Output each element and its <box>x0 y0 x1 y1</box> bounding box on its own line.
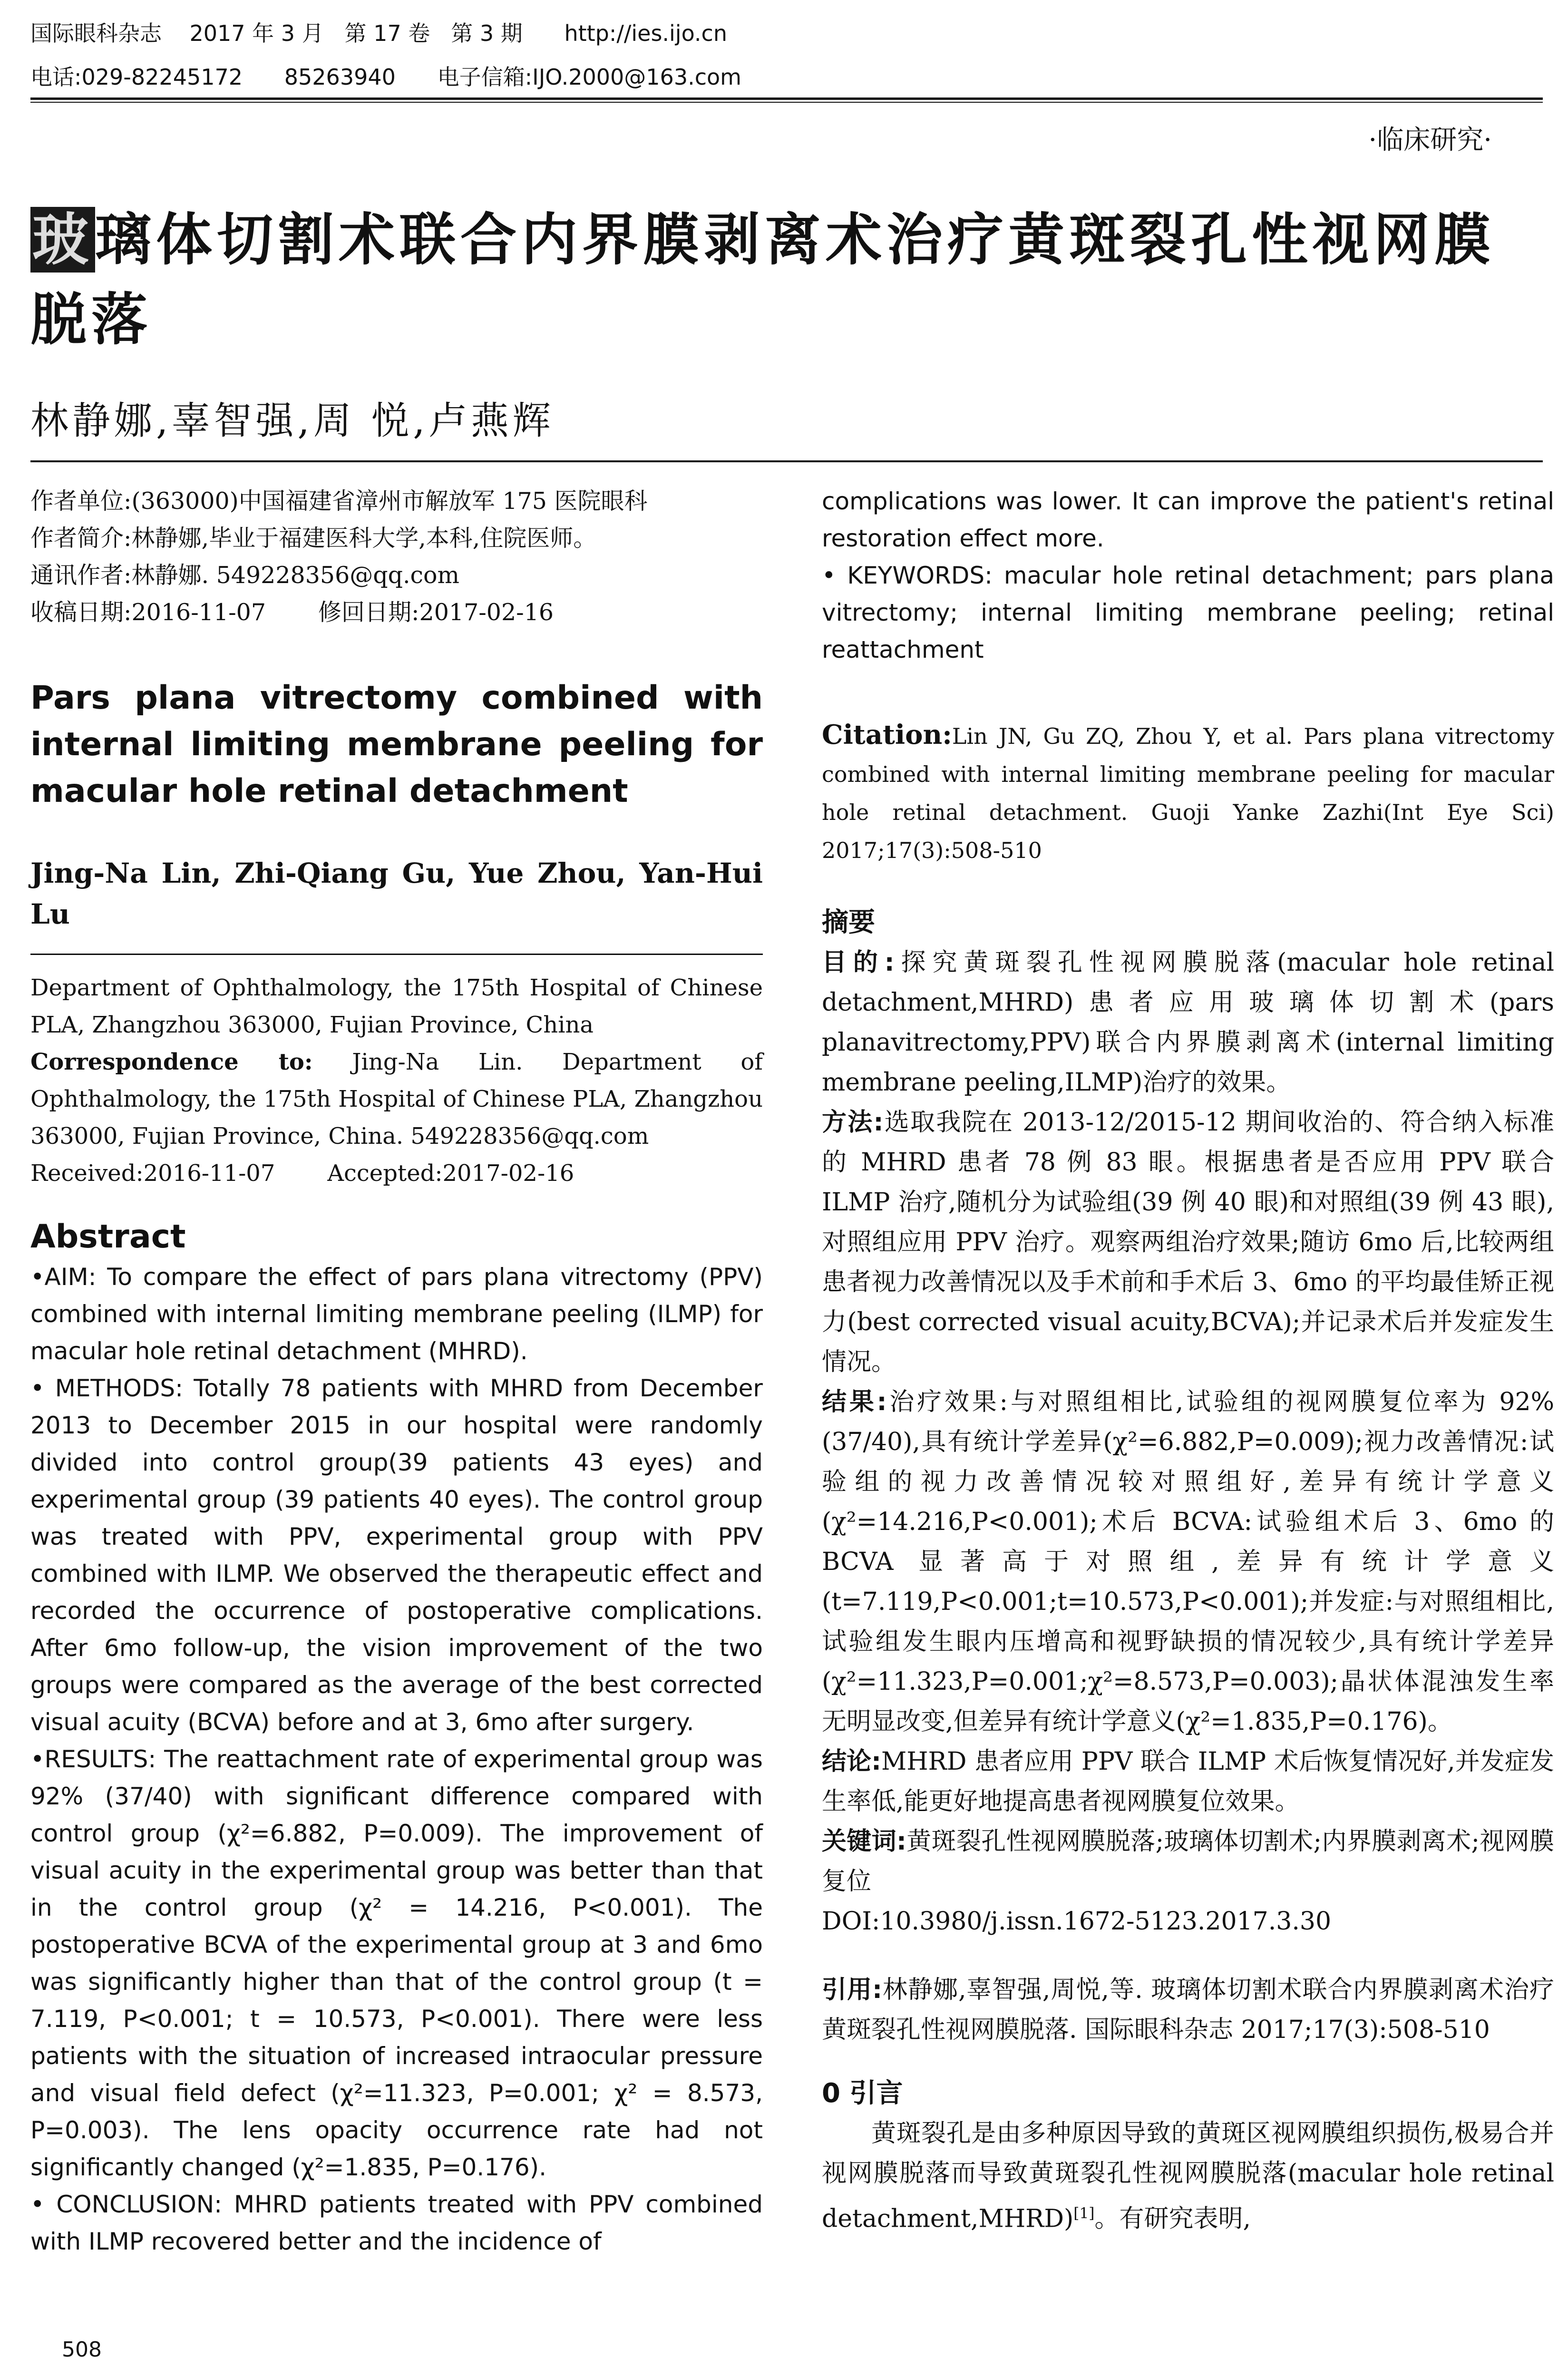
abstract-conclusion: • CONCLUSION: MHRD patients treated with PPV combined with ILMP recovered better and the incidence of <box>30 2191 763 2255</box>
en-accepted: Accepted:2017-02-16 <box>327 1160 575 1187</box>
english-title-line-3: macular hole retinal detachment <box>30 772 628 810</box>
cn-keywords-label: 关键词: <box>822 1827 906 1856</box>
cn-citation-text: 林静娜,辜智强,周悦,等. 玻璃体切割术联合内界膜剥离术治疗黄斑裂孔性视网膜脱落. 国际眼科杂志 2017;17(3):508-510 <box>822 1976 1555 2044</box>
cn-results <box>822 1382 1554 1742</box>
author-unit: 作者单位:(363000)中国福建省漳州市解放军 175 医院眼科 <box>30 487 648 515</box>
author-bio: 作者简介:林静娜,毕业于福建医科大学,本科,住院医师。 <box>30 525 597 552</box>
en-dates <box>30 1155 763 1192</box>
correspondence-text: Jing-Na Lin. Department of Ophthalmology, the 175th Hospital of Chinese PLA, Zhangzhou 363000, Fujian Province, China. 549228356@qq.com <box>30 1049 763 1150</box>
cn-methods-text: 选取我院在 2013-12/2015-12 期间收治的、符合纳入标准的 MHRD 患者 78 例 83 眼。根据患者是否应用 PPV 联合 ILMP 治疗,随机分为试验组(39 例 40 眼)和对照组(39 例 43 眼),对照组应用 PPV 治疗。观察两组治疗效果;随访 6mo 后,比较两组患者视力改善情况以及手术前和手术后 3、6mo 的平均最佳矫正视力(best corrected visual acuity,BCVA);并记录术后并发症发生情况。 <box>822 1108 1555 1376</box>
cn-citation-label: 引用: <box>822 1976 882 2004</box>
cn-methods <box>822 1102 1554 1382</box>
citation <box>822 716 1554 869</box>
left-column <box>30 483 763 2260</box>
intro-paragraph <box>822 2114 1554 2239</box>
intro-text: 黄斑裂孔是由多种原因导致的黄斑区视网膜组织损伤,极易合并视网膜脱落而导致黄斑裂孔性视网膜脱落(macular hole retinal detachment,MHRD) <box>822 2119 1554 2233</box>
header-rule <box>30 97 1543 100</box>
english-title-line-1: Pars plana vitrectomy combined with <box>30 679 763 717</box>
abstract-keywords: • KEYWORDS: macular hole retinal detachment; pars plana vitrectomy; internal limiting membrane peeling; retinal reattachment <box>822 562 1554 663</box>
affiliation: Department of Ophthalmology, the 175th Hospital of Chinese PLA, Zhangzhou 363000, Fujian Province, China <box>30 974 763 1038</box>
cn-keywords <box>822 1822 1554 1901</box>
journal-header-line1: 国际眼科杂志 2017 年 3 月 第 17 卷 第 3 期 http://ies.ijo.cn <box>30 20 727 46</box>
corresponding-author: 通讯作者:林静娜. 549228356@qq.com <box>30 562 459 589</box>
article-title <box>30 200 1543 360</box>
title-first-char: 玻 <box>30 207 95 273</box>
cn-results-text: 治疗效果:与对照组相比,试验组的视网膜复位率为 92%(37/40),具有统计学差异(χ²=6.882,P=0.009);视力改善情况:试验组的视力改善情况较对照组好,差异有统计学意义(χ²=14.216,P<0.001);术后 BCVA:试验组术后 3、6mo 的 BCVA 显著高于对照组,差异有统计学意义(t=7.119,P<0.001;t=10.573,P<0.001);并发症:与对照组相比,试验组发生眼内压增高和视野缺损的情况较少,具有统计学差异(χ²=11.323,P=0.001;χ²=8.573,P=0.003);晶状体混浊发生率无明显改变,但差异有统计学意义(χ²=1.835,P=0.176)。 <box>822 1388 1554 1736</box>
intro-ref: [1] <box>1073 2205 1095 2222</box>
authors-cn: 林静娜,辜智强,周 悦,卢燕辉 <box>30 399 555 443</box>
journal-header-line2: 电话:029-82245172 85263940 电子信箱:IJO.2000@163.com <box>30 64 741 90</box>
intro-text-end: 。有研究表明, <box>1094 2204 1251 2233</box>
en-received: Received:2016-11-07 <box>30 1160 275 1187</box>
cn-objective <box>822 943 1554 1102</box>
abstract-results: •RESULTS: The reattachment rate of experimental group was 92% (37/40) with significant difference compared with control group (χ²=6.882, P=0.009). The improvement of visual acuity in the experimental group was better than that in the control group (χ² = 14.216, P<0.001). The postoperative BCVA of the experimental group at 3 and 6mo was significantly higher than that of the control group (t = 7.119, P<0.001; t = 10.573, P<0.001). There were less patients with the situation of increased intraocular pressure and visual field defect (χ²=11.323, P=0.001; χ² = 8.573, P=0.003). The lens opacity occurrence rate had not significantly changed (χ²=1.835, P=0.176). <box>30 1745 763 2181</box>
citation-text: Lin JN, Gu ZQ, Zhou Y, et al. Pars plana vitrectomy combined with internal limiting membrane peeling for macular hole retinal detachment. Guoji Yanke Zazhi(Int Eye Sci) 2017;17(3):508-510 <box>822 723 1554 863</box>
cn-conclusion <box>822 1742 1554 1822</box>
revised-date: 修回日期:2017-02-16 <box>318 599 554 626</box>
cn-conclusion-text: MHRD 患者应用 PPV 联合 ILMP 术后恢复情况好,并发症发生率低,能更好地提高患者视网膜复位效果。 <box>822 1747 1555 1816</box>
abstract-methods: • METHODS: Totally 78 patients with MHRD from December 2013 to December 2015 in our hospital were randomly divided into control group(39 patients 43 eyes) and experimental group (39 patients 40 eyes). The control group was treated with PPV, experimental group with PPV combined with ILMP. We observed the therapeutic effect and recorded the occurrence of postoperative complications. After 6mo follow-up, the vision improvement of the two groups were compared as the average of the best corrected visual acuity (BCVA) before and at 3, 6mo after surgery. <box>30 1374 763 1736</box>
title-rest: 璃体切割术联合内界膜剥离术治疗黄斑裂孔性视网膜脱落 <box>30 207 1496 352</box>
section-tag: ·临床研究· <box>1368 125 1492 156</box>
abstract-conclusion-cont: complications was lower. It can improve the patient's retinal restoration effect more. <box>822 487 1554 552</box>
cn-keywords-text: 黄斑裂孔性视网膜脱落;玻璃体切割术;内界膜剥离术;视网膜复位 <box>822 1827 1554 1896</box>
cn-abstract-heading: 摘要 <box>822 907 875 938</box>
right-column <box>822 483 1554 2239</box>
cn-citation <box>822 1970 1554 2050</box>
intro-heading: 0 引言 <box>822 2078 903 2109</box>
affil-rule <box>30 954 763 955</box>
correspondence-label: Correspondence to: <box>30 1049 313 1075</box>
header-rule-thin <box>30 102 1543 103</box>
title-rule <box>30 460 1543 462</box>
correspondence <box>30 1043 763 1155</box>
cn-objective-label: 目的: <box>822 948 895 977</box>
citation-label: Citation: <box>822 719 952 750</box>
dates-line <box>30 594 763 631</box>
cn-methods-label: 方法: <box>822 1108 884 1137</box>
doi: DOI:10.3980/j.issn.1672-5123.2017.3.30 <box>822 1907 1332 1936</box>
cn-conclusion-label: 结论: <box>822 1747 881 1776</box>
received-date: 收稿日期:2016-11-07 <box>30 599 266 626</box>
cn-results-label: 结果: <box>822 1388 887 1416</box>
english-title-line-2: internal limiting membrane peeling for <box>30 726 763 763</box>
cn-objective-text: 探究黄斑裂孔性视网膜脱落(macular hole retinal detachment,MHRD)患者应用玻璃体切割术(pars planavitrectomy,PPV)联合内界膜剥离术(internal limiting membrane peeling,ILMP)治疗的效果。 <box>822 948 1554 1097</box>
english-authors: Jing-Na Lin, Zhi-Qiang Gu, Yue Zhou, Yan-Hui Lu <box>30 857 763 930</box>
abstract-heading: Abstract <box>30 1218 186 1256</box>
page-number: 508 <box>62 2338 102 2362</box>
abstract-aim: •AIM: To compare the effect of pars plana vitrectomy (PPV) combined with internal limiting membrane peeling (ILMP) for macular hole retinal detachment (MHRD). <box>30 1263 763 1365</box>
